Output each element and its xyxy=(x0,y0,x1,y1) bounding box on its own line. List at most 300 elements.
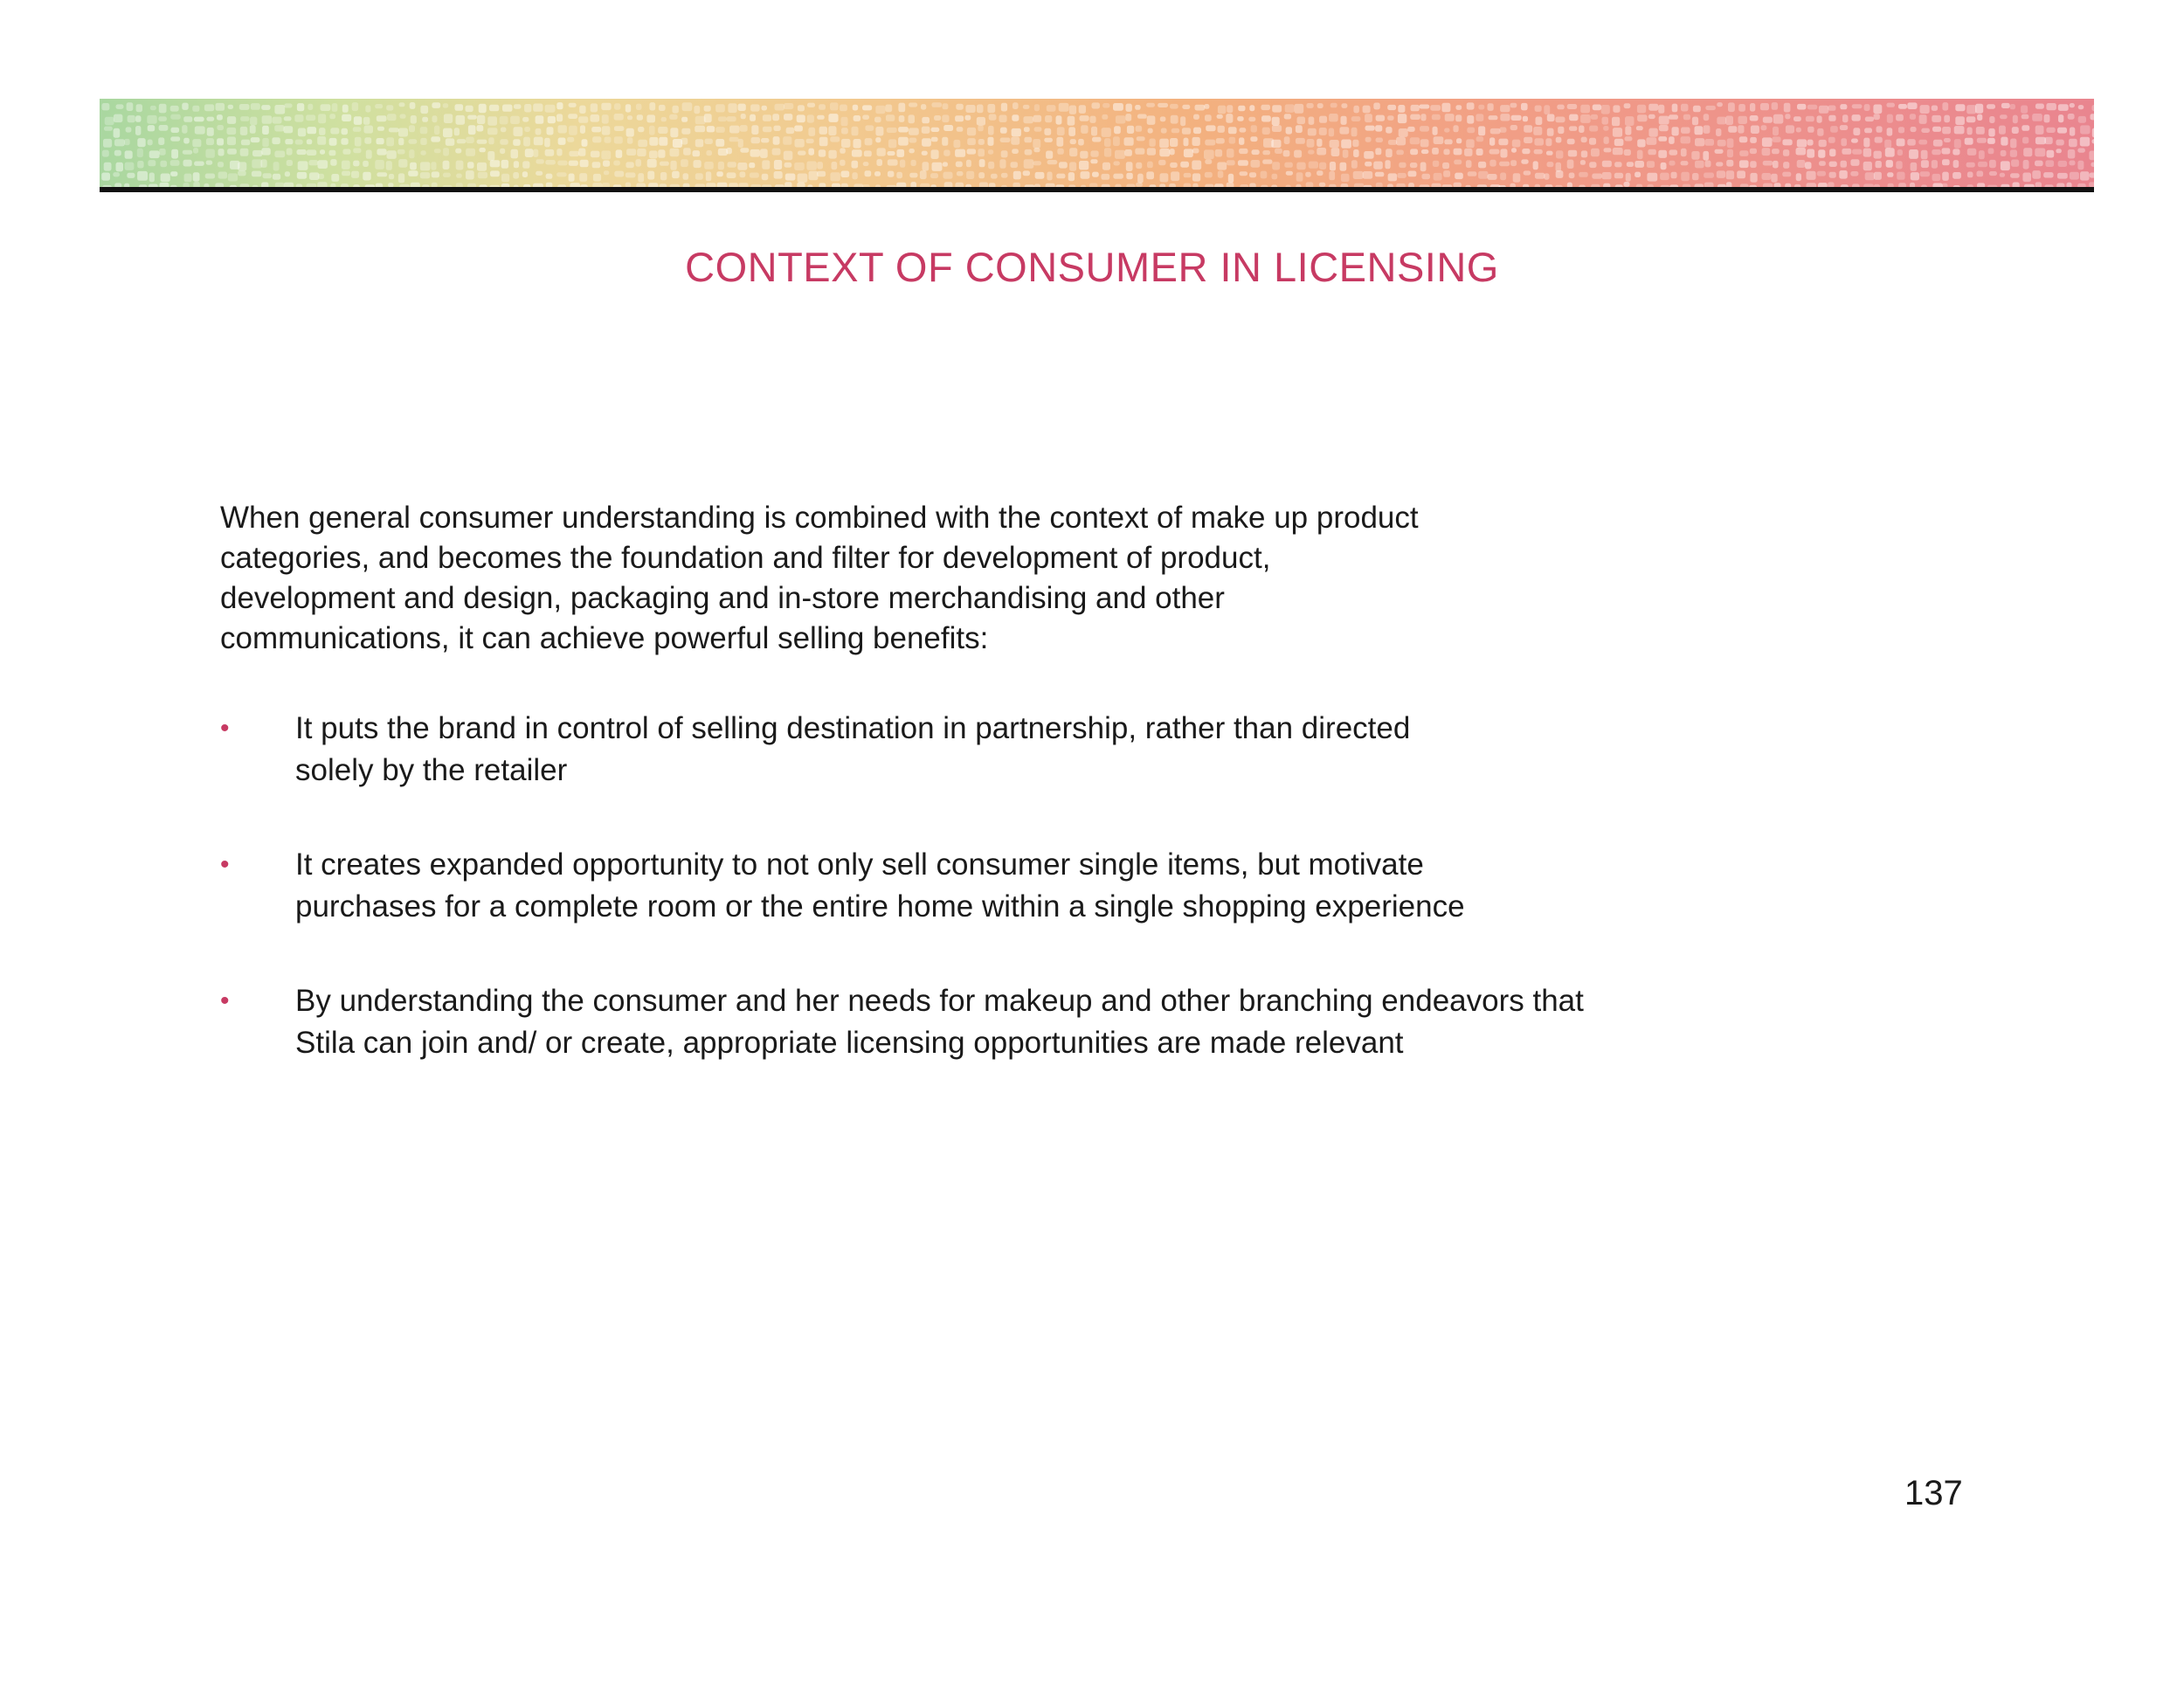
banner-dot xyxy=(1953,160,1959,168)
banner-dot xyxy=(1524,137,1532,143)
banner-dot xyxy=(1271,140,1281,148)
banner-dot xyxy=(194,162,204,166)
banner-dot xyxy=(1762,137,1773,147)
banner-dot xyxy=(1396,150,1404,156)
banner-dot xyxy=(1468,171,1477,176)
banner-dot xyxy=(2056,140,2063,146)
banner-dot xyxy=(1681,149,1687,156)
banner-dot xyxy=(625,172,636,177)
banner-dot xyxy=(1828,115,1835,121)
banner-dot xyxy=(817,162,823,169)
banner-dot xyxy=(1579,126,1584,134)
banner-dot xyxy=(1442,163,1449,169)
banner-dot xyxy=(1661,163,1667,169)
banner-dot xyxy=(125,150,133,158)
banner-dot xyxy=(262,126,269,135)
banner-dot xyxy=(363,161,369,167)
banner-dot xyxy=(1725,116,1733,126)
banner-dot xyxy=(784,114,792,121)
banner-dot xyxy=(1864,104,1870,111)
banner-dot xyxy=(124,139,130,145)
banner-dot xyxy=(159,125,169,131)
banner-dot xyxy=(217,138,224,145)
banner-dot xyxy=(1648,149,1656,156)
banner-dot xyxy=(295,140,303,145)
banner-dot xyxy=(727,172,736,178)
banner-divider-line xyxy=(100,187,2094,192)
banner-dot xyxy=(1592,174,1602,179)
banner-dot xyxy=(1272,174,1278,180)
banner-dot xyxy=(1567,104,1578,109)
banner-dot xyxy=(900,160,905,168)
banner-dot xyxy=(1272,125,1282,132)
banner-dot xyxy=(556,172,567,176)
banner-dot xyxy=(798,174,808,183)
banner-dot xyxy=(1841,161,1848,168)
banner-dot xyxy=(1180,162,1189,168)
banner-dot xyxy=(1079,161,1089,169)
banner-dot xyxy=(1421,174,1430,179)
banner-dot xyxy=(681,159,688,167)
banner-dot xyxy=(1658,105,1664,114)
banner-dot xyxy=(1158,103,1168,107)
banner-dot xyxy=(137,171,148,181)
banner-dot xyxy=(852,161,859,169)
banner-dot xyxy=(216,103,225,111)
banner-dot xyxy=(1455,105,1462,110)
banner-dot xyxy=(807,114,814,122)
banner-dot xyxy=(2022,114,2029,120)
banner-dot xyxy=(170,114,181,120)
banner-dot xyxy=(909,173,917,178)
banner-dot xyxy=(1705,161,1711,168)
banner-dot xyxy=(1625,136,1633,141)
banner-dot xyxy=(351,171,359,178)
banner-dot xyxy=(627,137,633,144)
banner-dot xyxy=(1295,104,1304,114)
banner-dot xyxy=(399,102,405,107)
banner-dot xyxy=(1863,138,1870,148)
banner-dot xyxy=(1399,163,1406,168)
banner-dot xyxy=(863,162,869,166)
banner-dot xyxy=(1603,126,1609,131)
banner-dot xyxy=(614,103,621,109)
banner-dot xyxy=(1703,151,1709,161)
banner-dot xyxy=(1921,160,1929,168)
banner-dot xyxy=(1081,125,1088,134)
banner-dot xyxy=(832,162,838,169)
banner-dot xyxy=(750,114,756,121)
banner-dot xyxy=(398,173,404,183)
bullet-icon: • xyxy=(220,986,230,1015)
banner-dot xyxy=(1806,116,1814,122)
banner-dot xyxy=(1727,149,1733,158)
banner-dot xyxy=(738,104,746,111)
banner-dot xyxy=(332,103,338,112)
banner-dot xyxy=(1319,116,1327,123)
banner-dot xyxy=(1068,116,1075,126)
banner-dot xyxy=(1330,162,1336,171)
banner-dot xyxy=(502,105,513,112)
banner-dot xyxy=(1568,150,1577,157)
banner-dot xyxy=(1907,102,1917,109)
banner-dot xyxy=(840,160,846,166)
banner-dot xyxy=(1727,138,1734,148)
banner-dot xyxy=(828,114,838,122)
banner-dot xyxy=(888,159,898,165)
banner-dot xyxy=(192,139,201,147)
banner-dot xyxy=(2012,127,2019,134)
banner-dot xyxy=(1011,137,1019,145)
banner-dot xyxy=(715,139,724,147)
banner-dot xyxy=(375,160,384,169)
banner-dot xyxy=(1205,140,1215,146)
banner-dot xyxy=(217,125,224,130)
banner-dot xyxy=(1341,116,1347,125)
banner-dot xyxy=(943,103,949,109)
banner-dot xyxy=(329,138,337,146)
banner-dot xyxy=(1942,172,1949,181)
banner-dot xyxy=(1612,117,1620,127)
banner-dot xyxy=(1977,138,1987,143)
banner-dot xyxy=(1057,149,1064,155)
banner-dot xyxy=(1840,125,1848,130)
banner-dot xyxy=(387,150,397,159)
banner-dot xyxy=(579,173,587,182)
banner-dot xyxy=(1411,105,1420,111)
banner-dot xyxy=(1807,127,1814,133)
banner-dot xyxy=(1750,115,1759,121)
banner-dot xyxy=(2032,170,2041,179)
banner-dot xyxy=(1782,139,1792,145)
banner-dot xyxy=(750,149,761,157)
banner-dot xyxy=(592,136,601,142)
banner-dot xyxy=(251,103,260,110)
banner-dot xyxy=(601,103,611,110)
banner-dot xyxy=(1136,163,1142,169)
banner-dot xyxy=(533,149,538,157)
banner-dot xyxy=(398,128,408,137)
banner-dot xyxy=(616,149,623,158)
banner-dot xyxy=(1919,114,1927,124)
banner-dot xyxy=(1339,127,1349,134)
banner-dot xyxy=(1056,137,1063,147)
banner-dot xyxy=(149,150,160,158)
banner-dot xyxy=(171,149,178,159)
banner-dot xyxy=(1204,104,1209,109)
banner-dot xyxy=(306,114,315,121)
banner-dot xyxy=(298,128,306,137)
bullet-line: solely by the retailer xyxy=(295,753,568,787)
banner-dot xyxy=(1613,148,1623,155)
banner-dot xyxy=(1739,150,1748,156)
banner-dot xyxy=(1876,126,1883,132)
banner-dot xyxy=(694,106,700,114)
banner-dot xyxy=(1896,114,1904,121)
banner-dot xyxy=(148,160,156,166)
banner-dot xyxy=(183,116,192,122)
banner-dot xyxy=(1408,171,1417,177)
banner-dot xyxy=(207,128,214,136)
banner-dot xyxy=(1113,174,1123,179)
banner-dot xyxy=(1160,173,1169,182)
banner-dot xyxy=(2058,114,2063,122)
banner-dot xyxy=(1521,159,1528,163)
banner-dot xyxy=(762,174,769,181)
banner-dot xyxy=(760,149,768,158)
banner-dot xyxy=(614,136,623,143)
banner-dot xyxy=(977,105,984,114)
banner-dot xyxy=(580,160,589,168)
banner-dot xyxy=(287,160,293,166)
banner-dot xyxy=(694,160,702,168)
banner-dot xyxy=(728,103,736,113)
banner-dot xyxy=(1695,126,1704,135)
banner-dot xyxy=(706,171,712,181)
banner-dot xyxy=(1114,126,1121,134)
banner-dot xyxy=(1376,138,1384,143)
banner-dot xyxy=(1467,102,1475,109)
banner-dot xyxy=(1047,172,1052,181)
banner-dot xyxy=(1613,105,1620,112)
banner-dot xyxy=(1443,170,1450,177)
banner-dot xyxy=(1023,116,1033,123)
banner-dot xyxy=(716,171,723,176)
banner-dot xyxy=(1500,173,1506,181)
banner-dot xyxy=(1180,116,1185,126)
banner-dot xyxy=(828,150,836,159)
banner-dot xyxy=(1261,115,1271,121)
banner-dot xyxy=(784,163,792,168)
banner-dot xyxy=(1523,116,1528,122)
banner-dot xyxy=(1874,114,1880,120)
banner-dot xyxy=(840,148,846,153)
banner-dot xyxy=(420,172,430,178)
banner-dot xyxy=(1365,162,1372,167)
banner-dot xyxy=(1419,105,1429,109)
banner-dot xyxy=(773,126,780,131)
banner-dot xyxy=(285,139,293,144)
banner-dot xyxy=(227,149,237,155)
banner-dot xyxy=(477,115,485,124)
banner-dot xyxy=(514,161,519,168)
banner-dot xyxy=(874,117,881,123)
banner-dot xyxy=(1921,150,1928,160)
banner-dot xyxy=(1275,149,1282,154)
banner-dot xyxy=(161,174,170,183)
banner-dot xyxy=(1885,148,1895,156)
banner-dot xyxy=(524,104,531,113)
banner-dot xyxy=(2057,173,2068,179)
banner-dot xyxy=(467,115,477,120)
slide-title: CONTEXT OF CONSUMER IN LICENSING xyxy=(685,244,1499,290)
banner-dot xyxy=(569,151,579,156)
banner-dot xyxy=(160,161,167,167)
banner-dot xyxy=(1353,106,1359,114)
banner-dot xyxy=(772,149,781,156)
banner-dot xyxy=(885,105,892,113)
banner-dot xyxy=(1818,149,1825,157)
banner-dot xyxy=(1410,163,1418,168)
banner-dot xyxy=(125,163,135,170)
banner-dot xyxy=(828,126,836,135)
banner-dot xyxy=(888,171,895,177)
banner-dot xyxy=(238,162,246,170)
banner-dot xyxy=(1544,105,1550,114)
banner-dot xyxy=(1024,137,1032,143)
banner-dot xyxy=(1750,149,1757,154)
banner-dot xyxy=(2056,149,2062,153)
banner-dot xyxy=(1796,173,1801,181)
banner-dot xyxy=(999,115,1007,123)
banner-dot xyxy=(2010,149,2017,157)
banner-dot xyxy=(434,149,441,153)
banner-dot xyxy=(431,162,436,170)
banner-dot xyxy=(987,104,995,113)
banner-dot xyxy=(1056,115,1062,124)
banner-dot xyxy=(1614,162,1622,167)
banner-dot xyxy=(1215,149,1222,157)
banner-dot xyxy=(635,159,641,167)
banner-dot xyxy=(501,174,509,183)
banner-dot xyxy=(1782,172,1791,177)
banner-dot xyxy=(1796,128,1801,133)
banner-dot xyxy=(297,172,307,179)
banner-dot xyxy=(1500,105,1510,112)
banner-dot xyxy=(887,128,897,133)
banner-dot xyxy=(1317,103,1324,108)
banner-dot xyxy=(2089,151,2094,161)
banner-dot xyxy=(1750,161,1757,168)
banner-dot xyxy=(1987,104,1995,108)
banner-dot xyxy=(1476,114,1483,121)
banner-dot xyxy=(1773,127,1779,135)
banner-dot xyxy=(377,127,384,131)
banner-dot xyxy=(1648,114,1655,119)
banner-dot xyxy=(1850,171,1858,176)
banner-dot xyxy=(1762,173,1772,180)
banner-dot xyxy=(410,102,416,109)
banner-dot xyxy=(1363,171,1373,179)
banner-dot xyxy=(625,104,631,112)
banner-dot xyxy=(2035,104,2044,109)
banner-dot xyxy=(1911,127,1917,132)
banner-dot xyxy=(556,114,563,121)
banner-dot-pattern xyxy=(100,99,2094,188)
banner-dot xyxy=(1375,172,1385,177)
banner-dot xyxy=(1593,105,1601,111)
banner-dot xyxy=(943,150,950,156)
banner-dot xyxy=(637,114,643,121)
banner-dot xyxy=(1092,102,1101,108)
banner-dot xyxy=(1522,149,1530,154)
banner-dot xyxy=(2057,128,2067,134)
banner-dot xyxy=(1351,128,1358,137)
banner-dot xyxy=(1317,170,1323,176)
banner-dot xyxy=(1218,170,1224,177)
banner-dot xyxy=(479,104,487,113)
banner-dot xyxy=(956,104,964,110)
banner-dot xyxy=(455,104,464,111)
banner-dot xyxy=(1272,105,1282,112)
banner-dot xyxy=(978,149,985,156)
banner-dot xyxy=(1955,116,1965,125)
banner-dot xyxy=(217,114,223,121)
banner-dot xyxy=(319,128,325,135)
banner-dot xyxy=(1375,148,1381,155)
banner-dot xyxy=(1205,159,1212,164)
banner-dot xyxy=(862,105,872,110)
banner-dot xyxy=(1113,136,1120,146)
banner-dot xyxy=(638,127,644,132)
banner-dot xyxy=(522,171,528,177)
banner-dot xyxy=(1533,127,1542,135)
banner-dot xyxy=(206,138,214,145)
banner-dot xyxy=(411,115,417,124)
banner-dot xyxy=(342,161,350,169)
banner-dot xyxy=(922,151,928,156)
banner-dot xyxy=(307,127,316,134)
banner-dot xyxy=(1828,106,1835,111)
banner-dot xyxy=(1386,127,1392,134)
banner-dot xyxy=(1464,149,1472,156)
banner-dot xyxy=(1261,105,1270,110)
banner-dot xyxy=(1171,128,1180,134)
banner-dot xyxy=(365,105,370,112)
banner-dot xyxy=(1672,127,1679,135)
banner-dot xyxy=(638,173,644,183)
banner-dot xyxy=(1659,116,1669,125)
banner-dot xyxy=(798,105,805,111)
banner-dot xyxy=(898,103,905,113)
banner-dot xyxy=(1013,102,1019,109)
banner-dot xyxy=(1716,128,1721,136)
banner-dot xyxy=(957,127,964,132)
banner-dot xyxy=(1340,163,1347,171)
banner-dot xyxy=(1669,136,1675,144)
banner-dot xyxy=(922,138,931,146)
banner-dot xyxy=(240,116,249,121)
banner-dot xyxy=(479,148,486,152)
banner-dot xyxy=(1237,116,1244,121)
banner-dot xyxy=(558,125,567,133)
banner-dot xyxy=(488,137,494,144)
banner-dot xyxy=(1932,115,1941,122)
banner-dot xyxy=(1715,149,1724,154)
banner-dot xyxy=(1624,103,1631,108)
banner-dot xyxy=(511,149,519,159)
banner-dot xyxy=(114,150,121,156)
banner-dot xyxy=(841,171,850,178)
banner-dot xyxy=(363,172,370,181)
banner-dot xyxy=(854,115,861,121)
banner-dot xyxy=(1116,115,1126,123)
banner-dot xyxy=(1184,138,1189,147)
banner-dot xyxy=(1581,150,1587,157)
banner-dot xyxy=(375,104,383,108)
banner-dot xyxy=(1647,161,1655,168)
banner-dot xyxy=(1500,149,1507,157)
banner-dot xyxy=(2023,148,2032,156)
banner-dot xyxy=(942,114,949,122)
banner-dot xyxy=(420,162,431,170)
banner-dot xyxy=(1488,103,1494,111)
banner-dot xyxy=(238,170,246,176)
banner-dot xyxy=(422,117,428,122)
banner-dot xyxy=(1125,114,1131,121)
banner-dot xyxy=(605,137,612,143)
banner-dot xyxy=(218,149,225,156)
